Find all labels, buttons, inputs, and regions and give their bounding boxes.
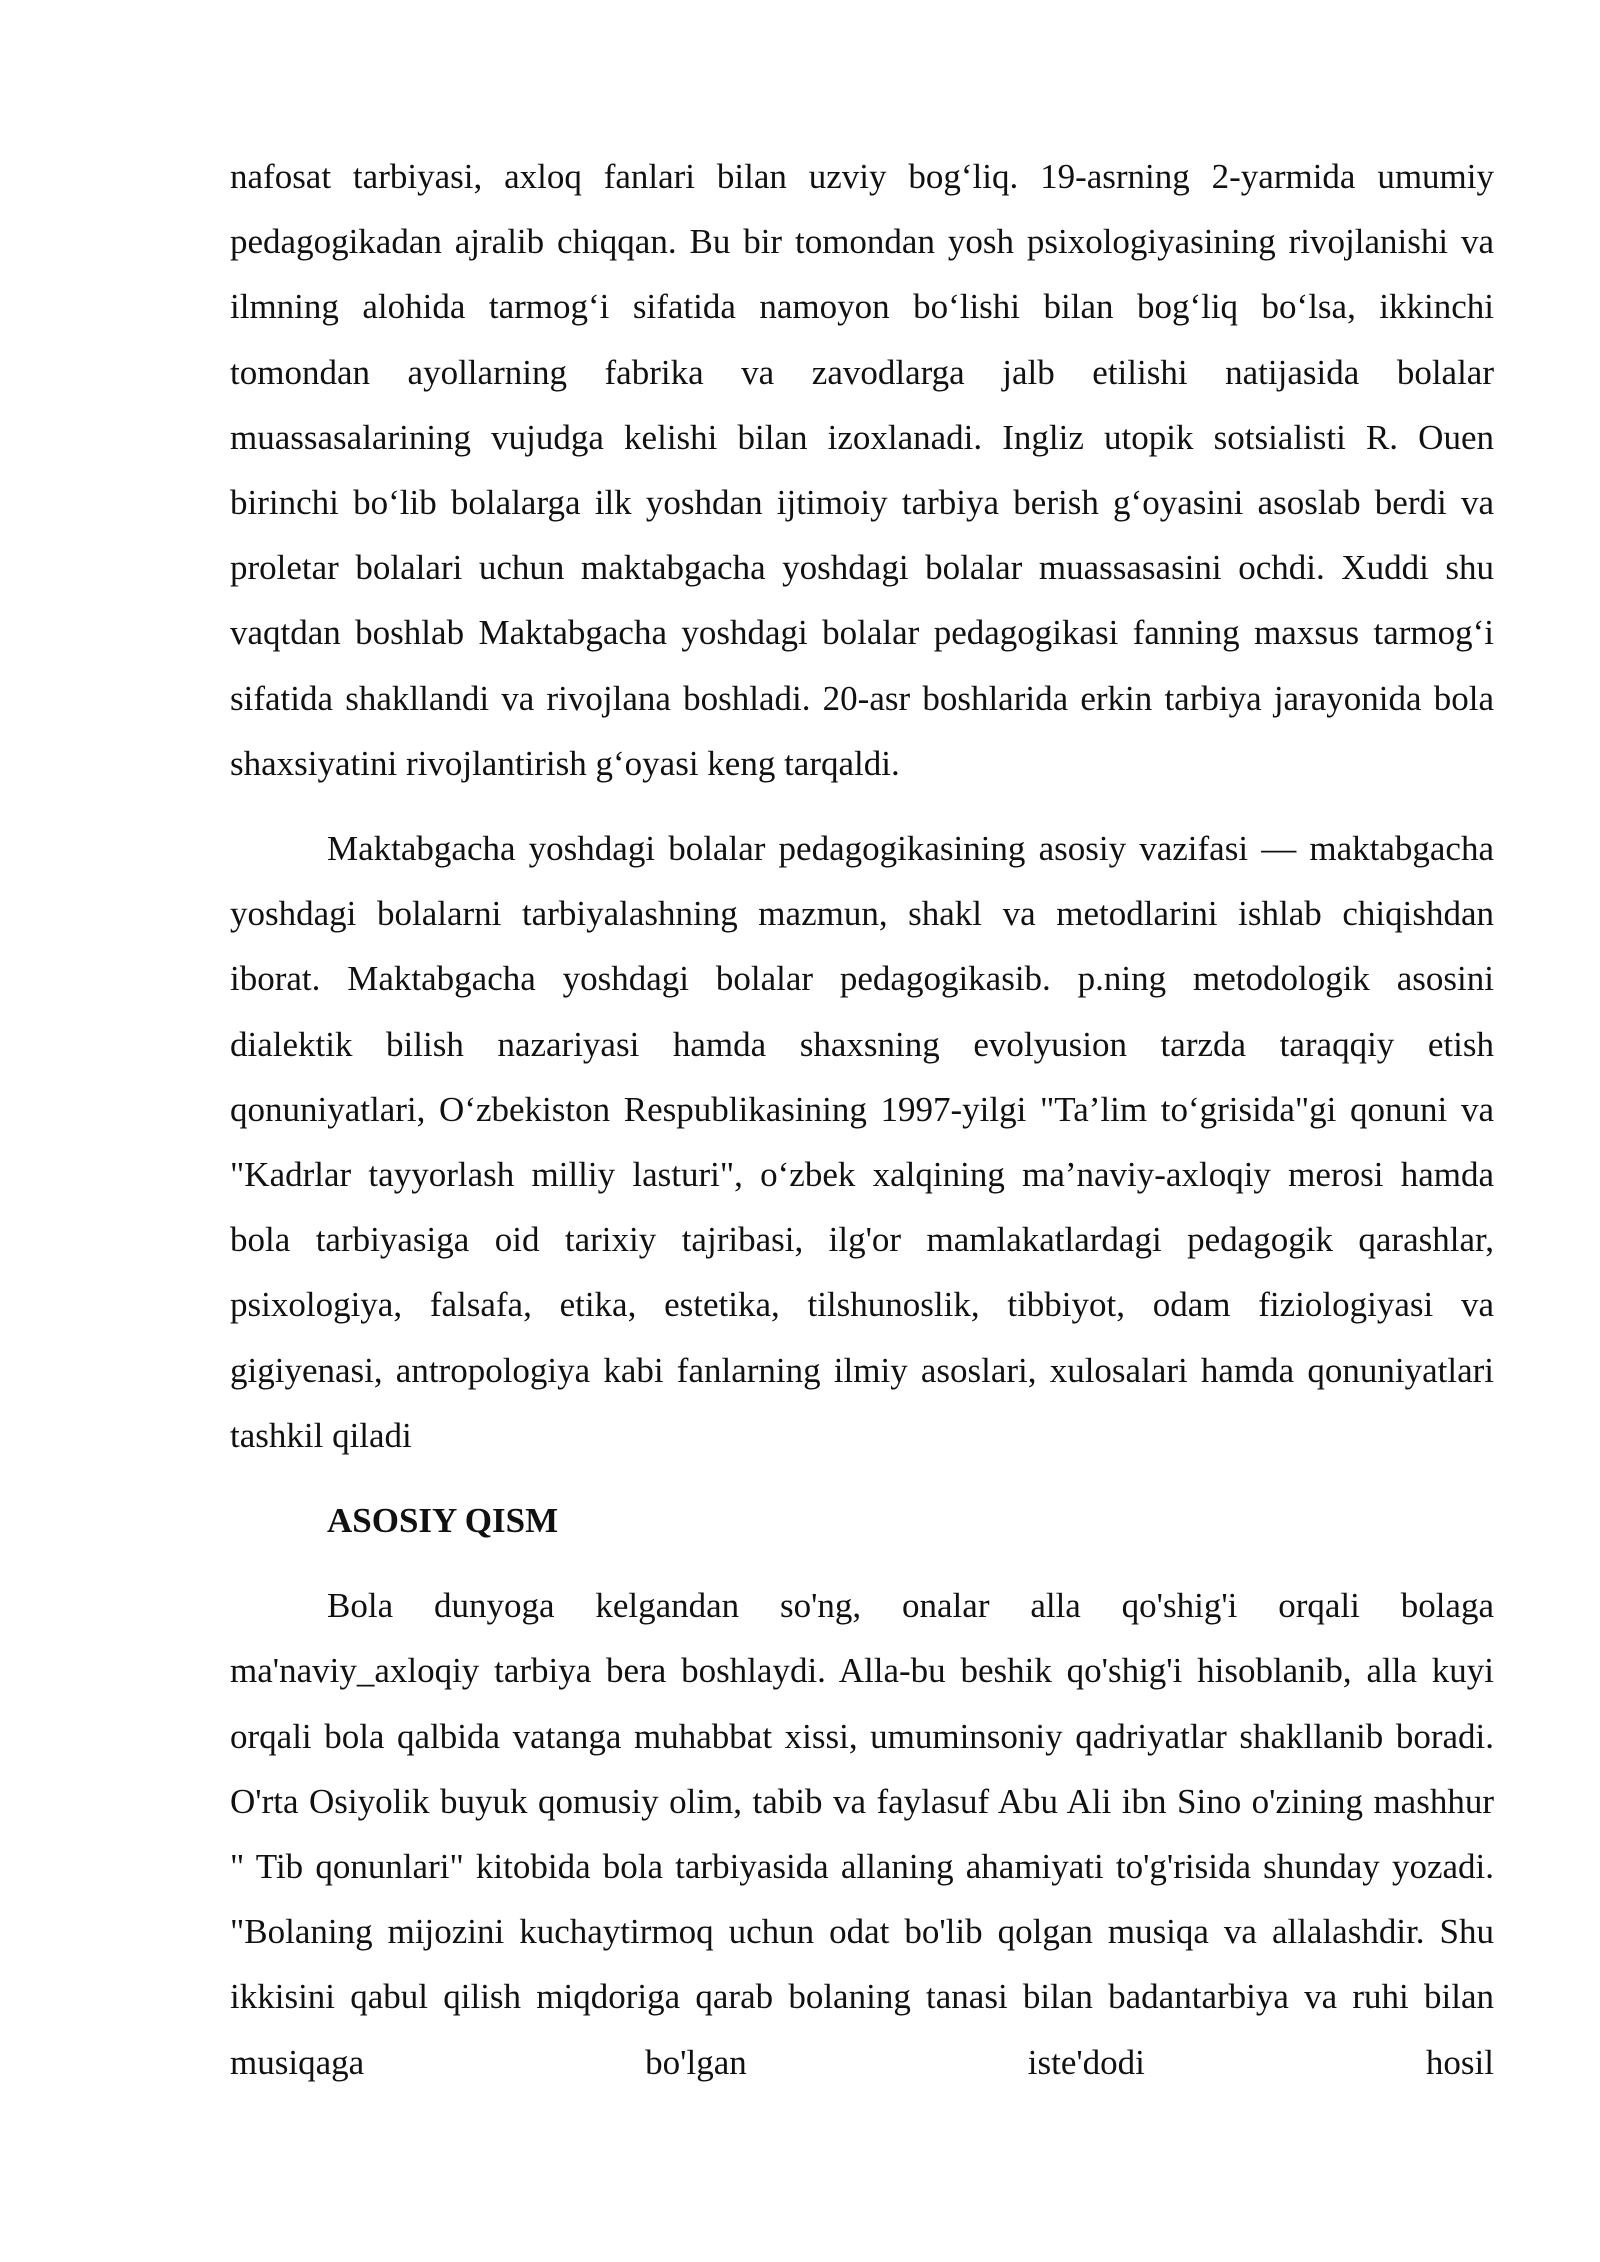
document-body bbox=[230, 144, 1494, 2095]
section-heading: ASOSIY QISM bbox=[327, 1501, 559, 1541]
section-paragraph: Bola dunyoga kelgandan so'ng, onalar alla qo'shig'i orqali bolaga ma'naviy_axloqiy tarbiya bera boshlaydi. Alla-bu beshik qo'shig'i hisoblanib, alla kuyi orqali bola qalbida vatanga muhabbat xissi, umuminsoniy qadriyatlar shakllanib boradi. O'rta Osiyolik buyuk qomusiy olim, tabib va faylasuf Abu Ali ibn Sino o'zining mashhur " Tib qonunlari" kitobida bola tarbiyasida allaning ahamiyati to'g'risida shunday yozadi. "Bolaning mijozini kuchaytirmoq uchun odat bo'lib qolgan musiqa va allalashdir. Shu ikkisini qabul qilish miqdoriga qarab bolaning tanasi bilan badantarbiya va ruhi bilan musiqaga bo'lgan iste'dodi hosil bbox=[230, 1586, 1494, 2082]
body-paragraph-1: nafosat tarbiyasi, axloq fanlari bilan uzviy bog‘liq. 19-asrning 2-yarmida umumiy pedagogikadan ajralib chiqqan. Bu bir tomondan yosh psixologiyasining rivojlanishi va ilmning alohida tarmog‘i sifatida namoyon bo‘lishi bilan bog‘liq bo‘lsa, ikkinchi tomondan ayollarning fabrika va zavodlarga jalb etilishi natijasida bolalar muassasalarining vujudga kelishi bilan izoxlanadi. Ingliz utopik sotsialisti R. Ouen birinchi bo‘lib bolalarga ilk yoshdan ijtimoiy tarbiya berish g‘oyasini asoslab berdi va proletar bolalari uchun maktabgacha yoshdagi bolalar muassasasini ochdi. Xuddi shu vaqtdan boshlab Maktabgacha yoshdagi bolalar pedagogikasi fanning maxsus tarmog‘i sifatida shakllandi va rivojlana boshladi. 20-asr boshlarida erkin tarbiya jarayonida bola shaxsiyatini rivojlantirish g‘oyasi keng tarqaldi. bbox=[230, 157, 1494, 783]
body-paragraph-2: Maktabgacha yoshdagi bolalar pedagogikasining asosiy vazifasi — maktabgacha yoshdagi bolalarni tarbiyalashning mazmun, shakl va metodlarini ishlab chiqishdan iborat. Maktabgacha yoshdagi bolalar pedagogikasib. p.ning metodologik asosini dialektik bilish nazariyasi hamda shaxsning evolyusion tarzda taraqqiy etish qonuniyatlari, O‘zbekiston Respublikasining 1997-yilgi "Ta’lim to‘grisida"gi qonuni va "Kadrlar tayyorlash milliy lasturi", o‘zbek xalqining ma’naviy-axloqiy merosi hamda bola tarbiyasiga oid tarixiy tajribasi, ilg'or mamlakatlardagi pedagogik qarashlar, psixologiya, falsafa, etika, estetika, tilshunoslik, tibbiyot, odam fiziologiyasi va gigiyenasi, antropologiya kabi fanlarning ilmiy asoslari, xulosalari hamda qonuniyatlari tashkil qiladi bbox=[230, 829, 1494, 1455]
